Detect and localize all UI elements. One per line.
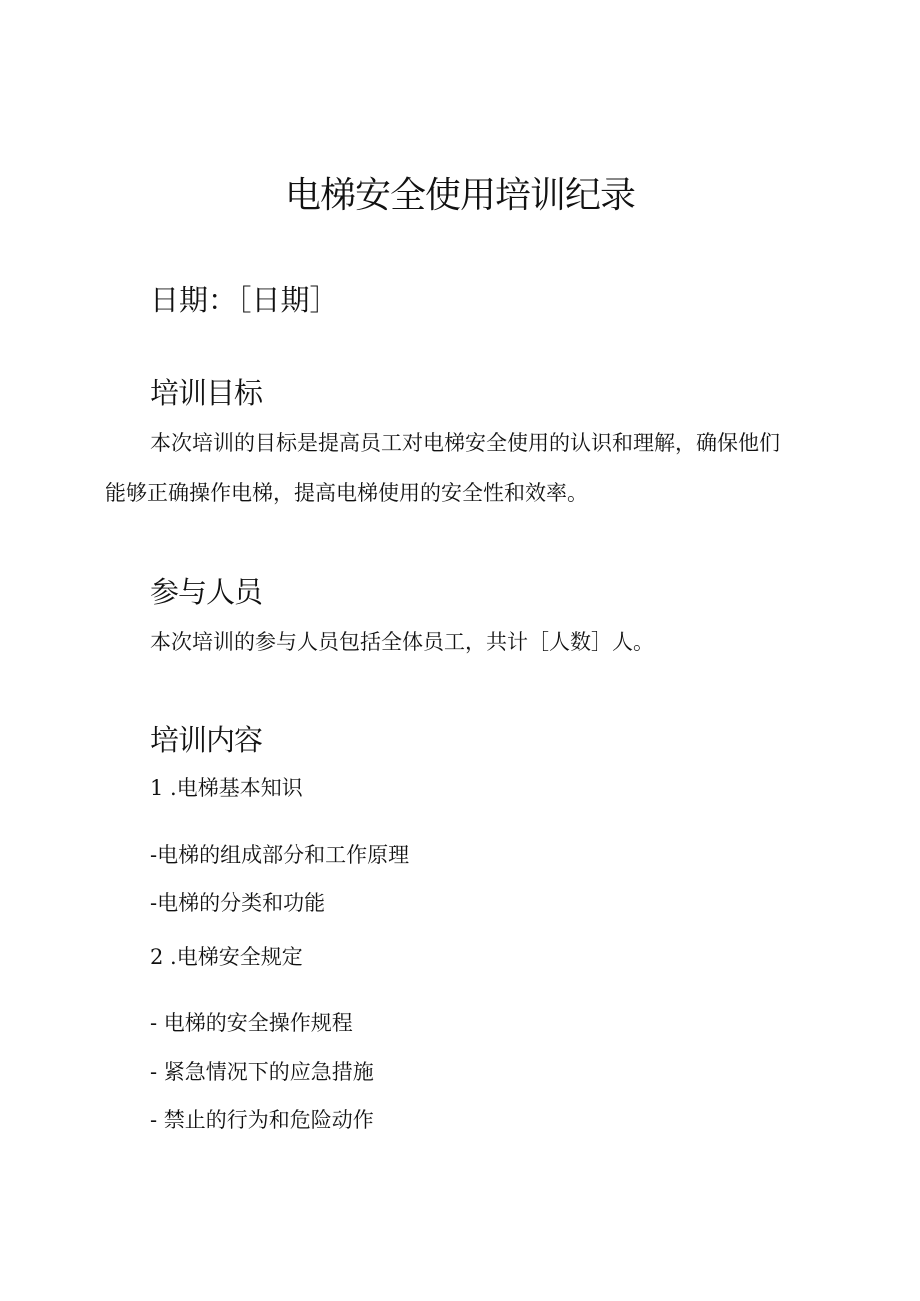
objective-text-line-2: 能够正确操作电梯，提高电梯使用的安全性和效率。 <box>105 481 588 505</box>
section-heading-content: 培训内容 <box>150 723 263 757</box>
section-heading-participants: 参与人员 <box>150 575 263 609</box>
content-item-2-sub-1: - 电梯的安全操作规程 <box>150 1011 353 1035</box>
content-item-2-sub-2: - 紧急情况下的应急措施 <box>150 1060 374 1084</box>
objective-text-line-1: 本次培训的目标是提高员工对电梯安全使用的认识和理解，确保他们 <box>150 431 780 455</box>
content-item-1-sub-1: -电梯的组成部分和工作原理 <box>150 843 410 867</box>
content-item-1-title: 1 .电梯基本知识 <box>150 776 303 800</box>
content-item-2-title: 2 .电梯安全规定 <box>150 945 303 969</box>
content-item-1-sub-2: -电梯的分类和功能 <box>150 891 326 915</box>
participants-text: 本次培训的参与人员包括全体员工，共计［人数］人。 <box>150 630 654 654</box>
section-heading-objective: 培训目标 <box>150 376 263 410</box>
date-line: 日期：［日期］ <box>150 283 339 317</box>
document-title: 电梯安全使用培训纪录 <box>284 175 635 216</box>
content-item-2-sub-3: - 禁止的行为和危险动作 <box>150 1108 374 1132</box>
